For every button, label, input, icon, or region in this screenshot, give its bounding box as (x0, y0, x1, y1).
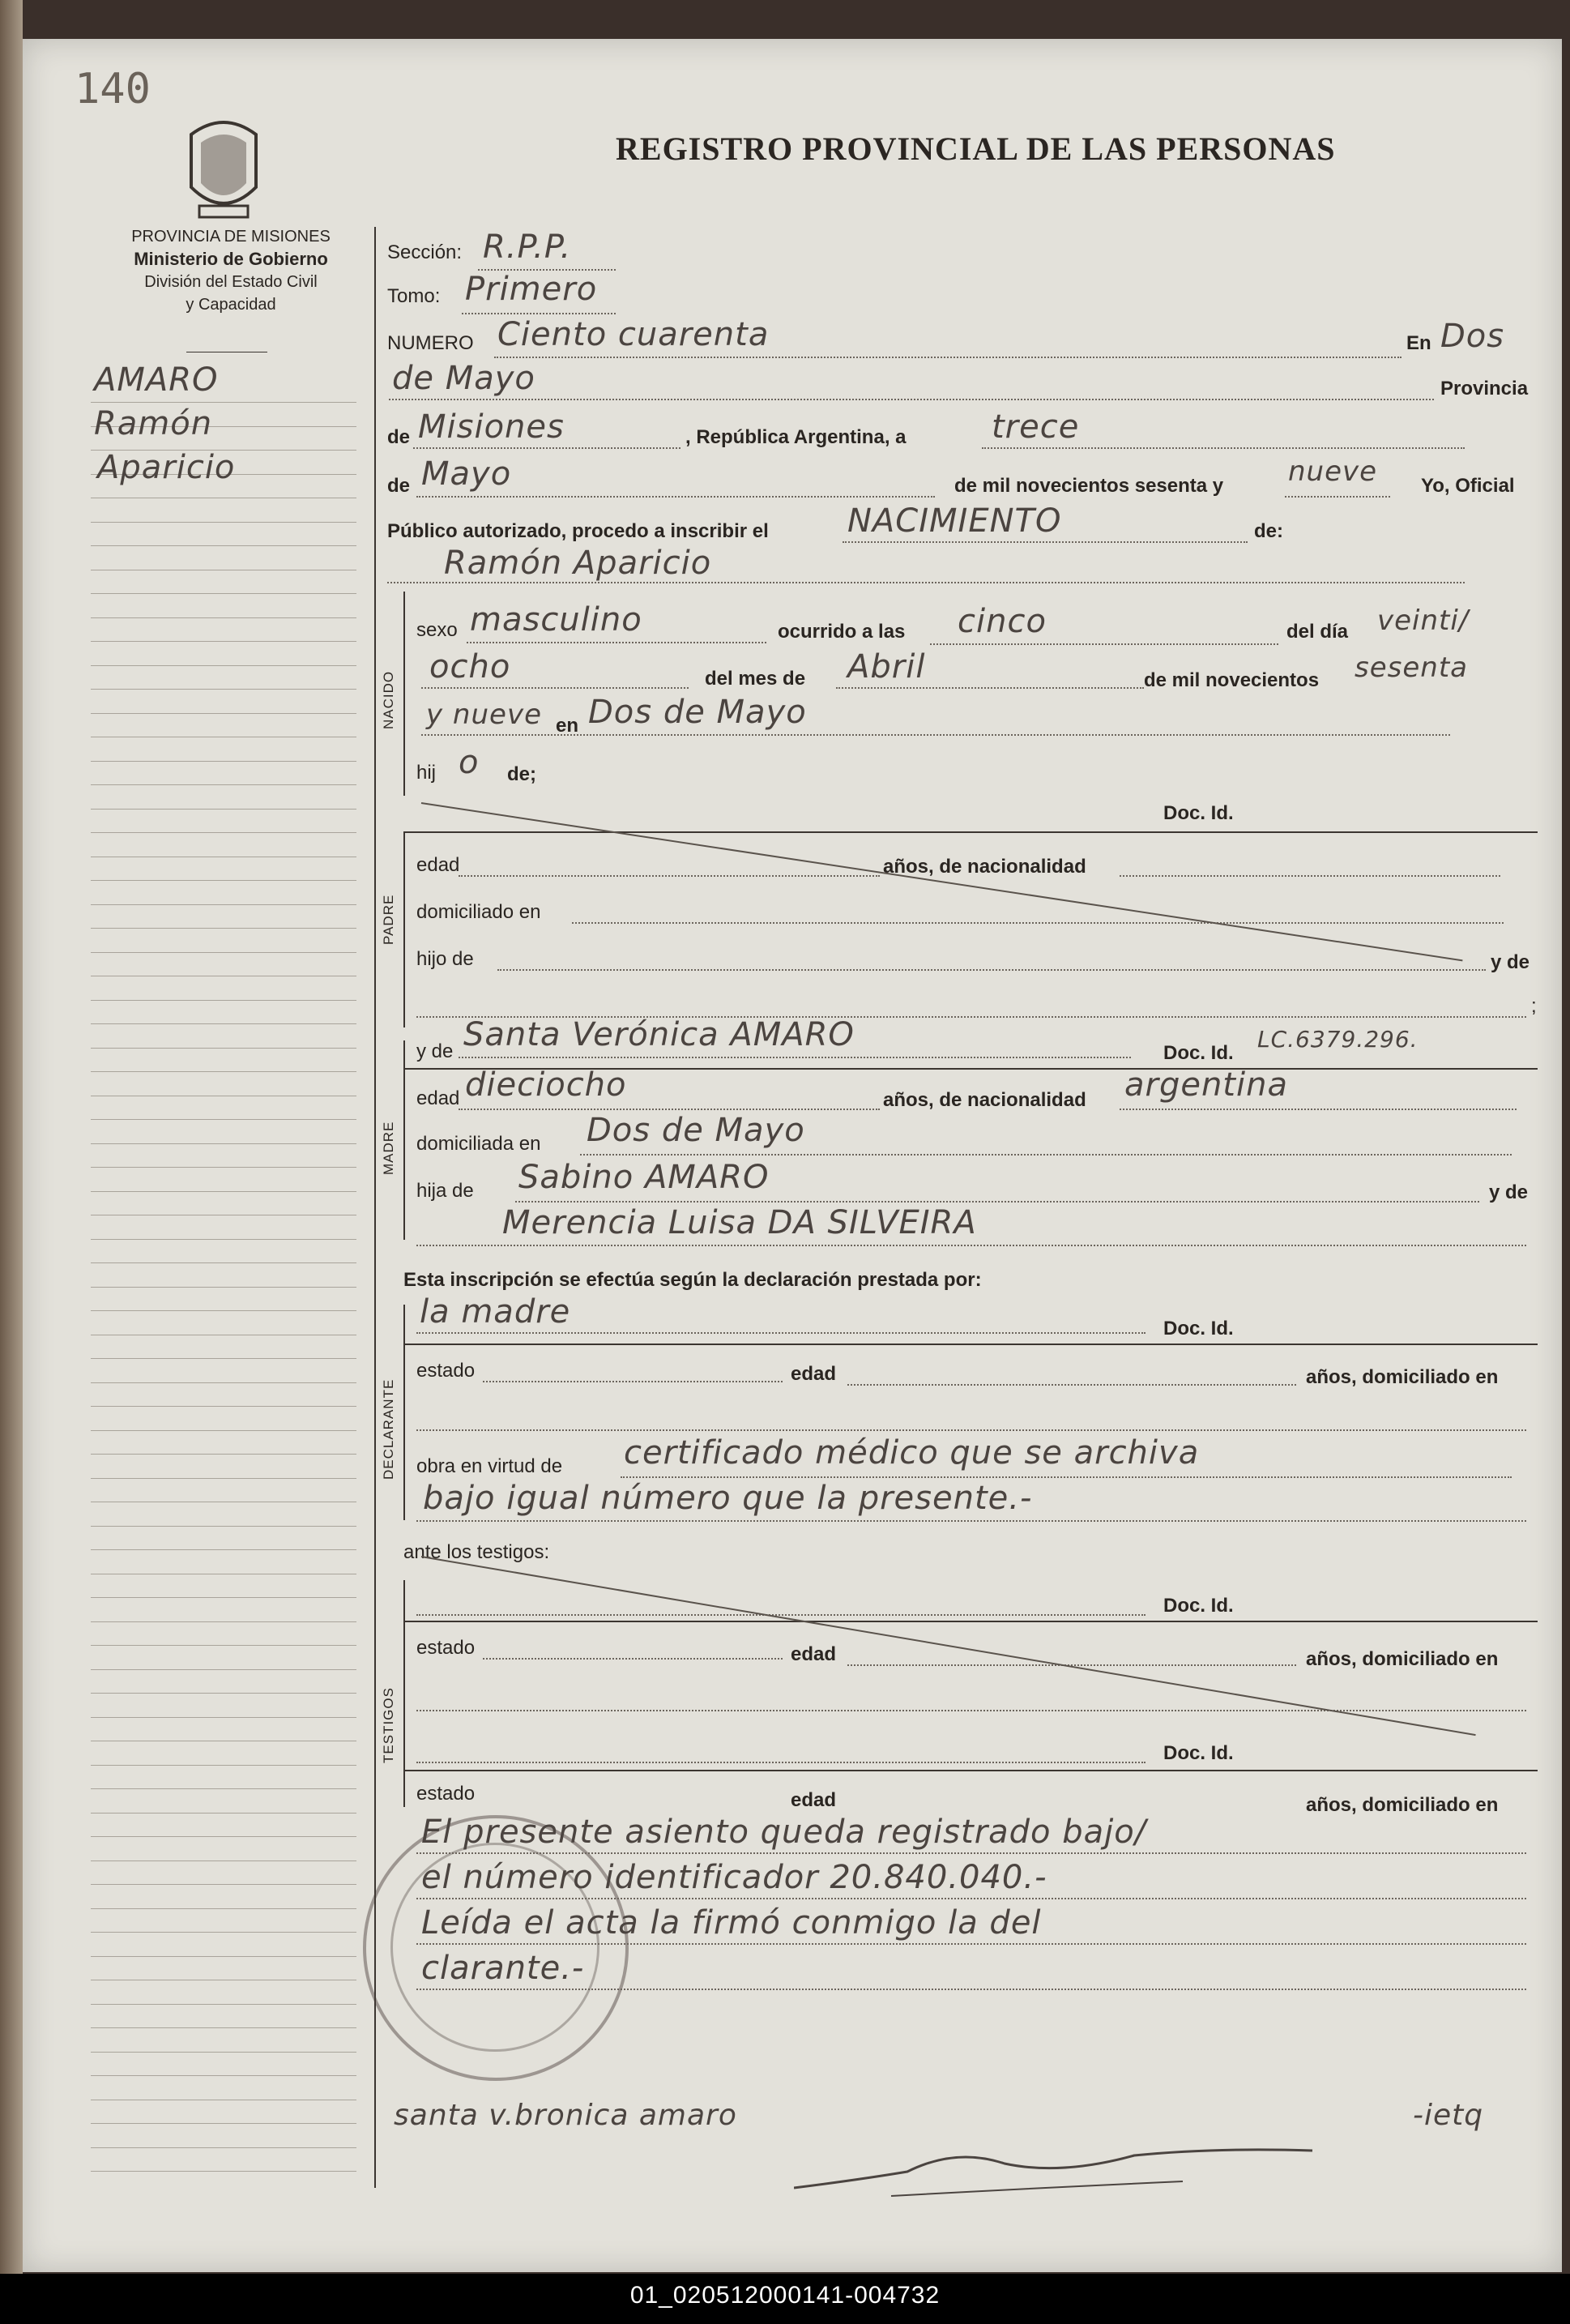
margin-rule-line (91, 1119, 356, 1120)
madre-border (403, 1040, 405, 1240)
testigo1-domicilio-line (416, 1710, 1526, 1711)
margin-rule-line (91, 1478, 356, 1479)
margin-rule-line (91, 832, 356, 833)
margin-given-name: Ramón (94, 405, 213, 442)
tomo-value: Primero (465, 271, 598, 308)
publico-label: Público autorizado, procedo a inscribir el (387, 520, 769, 542)
margin-rule-line (91, 641, 356, 642)
declarante-edad-label: edad (791, 1363, 837, 1385)
testigo1-nombre-line (416, 1614, 1146, 1616)
mil-label: de mil novecientos sesenta y (954, 475, 1224, 497)
nacido-border (403, 592, 405, 796)
obra-line-1 (621, 1476, 1512, 1478)
padre-edad-line (459, 875, 880, 877)
padre-border (403, 831, 405, 1027)
madre-nombre-value: Santa Verónica AMARO (463, 1016, 855, 1053)
madre-edad-label: edad (416, 1087, 460, 1109)
republica-label: , República Argentina, a (685, 426, 907, 448)
madre-nombre-line (459, 1057, 1131, 1058)
margin-rule-line (91, 1191, 356, 1192)
margin-rule-line (91, 1310, 356, 1311)
sexo-line (467, 642, 766, 643)
margin-rule-line (91, 1287, 356, 1288)
madre-padre-value: Sabino AMARO (518, 1159, 770, 1196)
testigo2-rule (403, 1770, 1538, 1771)
madre-edad-value: dieciocho (465, 1066, 627, 1104)
obra-value-2: bajo igual número que la presente.- (423, 1480, 1033, 1517)
madre-yde-label: y de (416, 1040, 454, 1062)
margin-rule-line (91, 1526, 356, 1527)
del-dia-label: del día (1286, 621, 1349, 643)
testigo1-estado-line (483, 1658, 783, 1660)
coat-of-arms-icon (175, 110, 272, 224)
anio-value: nueve (1288, 455, 1378, 488)
dia-value: trece (992, 408, 1080, 446)
hij-de-label: de; (507, 763, 536, 785)
dia-line-2 (421, 687, 689, 689)
margin-rule-line (91, 1167, 356, 1168)
numero-label: NUMERO (387, 332, 474, 354)
margin-rule-line (91, 1262, 356, 1263)
margin-second-name: Aparicio (97, 449, 236, 486)
nota-rule-1 (416, 1852, 1526, 1854)
padre-domicilio-label: domiciliado en (416, 901, 541, 923)
declarante-label: DECLARANTE (381, 1378, 396, 1480)
margin-rule-line (91, 1048, 356, 1049)
margin-rule-line (91, 1406, 356, 1407)
mes-value: Mayo (421, 455, 512, 493)
margin-rule-line (91, 1884, 356, 1885)
testigo1-estado-label: estado (416, 1637, 476, 1659)
madre-doc-label: Doc. Id. (1163, 1042, 1234, 1064)
dia-value-2: ocho (429, 648, 511, 686)
margin-rule-line (91, 1239, 356, 1240)
nacido-mil-label: de mil novecientos (1144, 669, 1320, 691)
nota-line-2: el número identificador 20.840.040.- (421, 1859, 1047, 1896)
madre-yde2-label: y de (1489, 1181, 1529, 1203)
declarante-domicilio-label: años, domiciliado en (1306, 1366, 1499, 1388)
margin-rule-line (91, 1454, 356, 1455)
margin-rule-line (91, 2147, 356, 2148)
declarante-domicilio-line (416, 1429, 1526, 1431)
padre-top-rule (403, 831, 1538, 833)
padre-doc-label: Doc. Id. (1163, 802, 1234, 824)
margin-surname: AMARO (94, 361, 219, 399)
province-name: PROVINCIA DE MISIONES (131, 228, 331, 246)
mes-line (416, 496, 935, 498)
margin-rule-line (91, 1956, 356, 1957)
lugar-line (421, 734, 1450, 736)
madre-edad-line (459, 1109, 880, 1110)
place-line (389, 399, 1434, 400)
nombre-value: Ramón Aparicio (444, 545, 712, 582)
margin-rule-line (91, 402, 356, 403)
padre-semicolon: ; (1531, 995, 1537, 1017)
testigo2-edad-label: edad (791, 1789, 837, 1811)
del-mes-label: del mes de (705, 668, 806, 690)
nota-rule-3 (416, 1943, 1526, 1945)
margin-rule-line (91, 1717, 356, 1718)
padre-nacionalidad-label: años, de nacionalidad (883, 856, 1086, 878)
nota-line-4: clarante.- (421, 1950, 585, 1987)
testigo2-domicilio-label: años, domiciliado en (1306, 1794, 1499, 1816)
padre-nacionalidad-line (1120, 875, 1500, 877)
margin-rule-line (91, 1621, 356, 1622)
provincia-label: Provincia (1440, 378, 1529, 399)
padre-label: PADRE (381, 894, 396, 945)
declarante-nombre-line (416, 1332, 1146, 1334)
ocurrido-label: ocurrido a las (778, 621, 906, 643)
margin-rule-line (91, 1693, 356, 1694)
declarante-estado-label: estado (416, 1360, 476, 1382)
madre-nacionalidad-label: años, de nacionalidad (883, 1089, 1086, 1111)
obra-value-1: certificado médico que se archiva (624, 1434, 1200, 1472)
dia-line (982, 447, 1465, 449)
testigo1-edad-label: edad (791, 1643, 837, 1665)
nacido-en-label: en (556, 715, 579, 737)
madre-domicilio-line (580, 1154, 1512, 1156)
en-label: En (1406, 332, 1431, 354)
madre-padre-line (515, 1201, 1479, 1203)
margin-rule-line (91, 522, 356, 523)
margin-rule-line (91, 1071, 356, 1072)
division-line-2: y Capacidad (186, 296, 276, 314)
margin-rule-line (91, 1836, 356, 1837)
margin-rule-line (91, 1430, 356, 1431)
provincia-value: Misiones (418, 408, 565, 446)
obra-line-2 (416, 1520, 1526, 1522)
margin-rule-line (91, 761, 356, 762)
padre-hijo-line (497, 969, 1486, 971)
padre-yde-label: y de (1491, 951, 1530, 973)
oficial-label: Yo, Oficial (1421, 475, 1515, 497)
testigos-label: TESTIGOS (381, 1687, 396, 1763)
testigos-border (403, 1580, 405, 1807)
anio-value-1: sesenta (1355, 651, 1468, 684)
de3-label: de: (1254, 520, 1283, 542)
margin-rule-line (91, 1549, 356, 1550)
margin-rule-line (91, 2075, 356, 2076)
margin-rule-line (91, 1382, 356, 1383)
margin-rule-line (91, 952, 356, 953)
en-value: Dos (1440, 318, 1505, 355)
margin-rule-line (91, 593, 356, 594)
division-line-1: División del Estado Civil (144, 273, 318, 291)
nota-rule-2 (416, 1898, 1526, 1899)
nombre-line (387, 582, 1465, 583)
declarante-nombre-value: la madre (420, 1293, 571, 1331)
registry-title: REGISTRO PROVINCIAL DE LAS PERSONAS (616, 130, 1336, 167)
place-value: de Mayo (392, 360, 535, 397)
margin-rule-line (91, 545, 356, 546)
hora-line (930, 643, 1278, 645)
folio-number: 140 (75, 65, 151, 113)
padre-edad-label: edad (416, 854, 460, 876)
madre-doc-value: LC.6379.296. (1257, 1026, 1419, 1053)
margin-rule-line (91, 1788, 356, 1789)
margin-rule-line (91, 1023, 356, 1024)
firma-declarante: santa v.bronica amaro (394, 2099, 737, 2132)
hij-label: hij (416, 762, 437, 784)
acto-line (843, 541, 1248, 543)
margin-rule-line (91, 1358, 356, 1359)
sexo-value: masculino (470, 601, 642, 639)
hora-value: cinco (958, 603, 1047, 640)
margin-rule-line (91, 928, 356, 929)
margin-rule-line (91, 689, 356, 690)
margin-rule-line (91, 1143, 356, 1144)
tomo-label: Tomo: (387, 285, 441, 307)
declarante-rule (403, 1344, 1538, 1345)
testigo1-doc-label: Doc. Id. (1163, 1595, 1234, 1617)
nota-line-3: Leída el acta la firmó conmigo la del (421, 1904, 1042, 1942)
image-code: 01_020512000141-004732 (629, 2282, 941, 2309)
declarante-estado-line (483, 1381, 783, 1382)
margin-rule-line (91, 1000, 356, 1001)
margin-rule-line (91, 1597, 356, 1598)
padre-hijo-label: hijo de (416, 948, 474, 970)
testigo1-rule (403, 1621, 1538, 1622)
declarante-intro: Esta inscripción se efectúa según la declaración prestada por: (403, 1269, 982, 1291)
firma-oficial: -ietq (1413, 2099, 1484, 2132)
numero-value: Ciento cuarenta (497, 316, 770, 353)
margin-rule-line (91, 2171, 356, 2172)
margin-rule-line (91, 1669, 356, 1670)
margin-rule-line (91, 2027, 356, 2028)
declarante-edad-line (847, 1384, 1296, 1386)
testigo2-doc-label: Doc. Id. (1163, 1742, 1234, 1764)
testigos-ante-label: ante los testigos: (403, 1541, 550, 1563)
madre-nacionalidad-value: argentina (1124, 1066, 1288, 1104)
margin-rule-line (91, 2004, 356, 2005)
madre-domicilio-value: Dos de Mayo (587, 1112, 805, 1149)
margin-rule-line (91, 1932, 356, 1933)
margin-rule-line (91, 2123, 356, 2124)
nacido-label: NACIDO (381, 670, 396, 729)
testigo2-estado-label: estado (416, 1783, 476, 1805)
declarante-border (403, 1305, 405, 1520)
madre-nacionalidad-line (1120, 1109, 1517, 1110)
anio-line (1285, 496, 1390, 498)
madre-hija-label: hija de (416, 1180, 474, 1202)
official-stamp (363, 1815, 629, 2081)
province-block (81, 225, 381, 316)
tomo-line (462, 313, 616, 314)
anio-value-2: y nueve (426, 698, 542, 731)
nacido-mes-value: Abril (847, 648, 926, 686)
oficial-signature-scribble (794, 2139, 1377, 2204)
provincia-line (413, 447, 680, 449)
margin-rule-line (91, 1645, 356, 1646)
margin-rule-line (91, 2052, 356, 2053)
dia-value-1: veinti/ (1377, 604, 1470, 637)
lugar-value: Dos de Mayo (588, 694, 807, 731)
sexo-label: sexo (416, 619, 458, 641)
nota-rule-4 (416, 1989, 1526, 1990)
madre-madre-value: Merencia Luisa DA SILVEIRA (502, 1204, 977, 1241)
margin-rule-line (91, 665, 356, 666)
margin-rule-line (91, 1908, 356, 1909)
hij-value: o (459, 744, 480, 781)
seccion-value: R.P.P. (483, 229, 572, 266)
margin-rule-line (91, 809, 356, 810)
madre-madre-line (416, 1245, 1526, 1246)
margin-rule-line (91, 713, 356, 714)
de-label: de (387, 426, 411, 448)
nacido-mes-line (836, 687, 1144, 689)
madre-domicilio-label: domiciliada en (416, 1133, 541, 1155)
declarante-doc-label: Doc. Id. (1163, 1318, 1234, 1339)
margin-rule-line (91, 1860, 356, 1861)
testigo1-domicilio-label: años, domiciliado en (1306, 1648, 1499, 1670)
de2-label: de (387, 475, 411, 497)
margin-rule-line (91, 904, 356, 905)
nota-line-1: El presente asiento queda registrado bajo/ (421, 1813, 1147, 1851)
seccion-label: Sección: (387, 241, 463, 263)
margin-rule-line (91, 784, 356, 785)
testigo2-nombre-line (416, 1762, 1146, 1763)
book-binding-edge (0, 0, 23, 2324)
padre-domicilio-line (572, 922, 1504, 924)
obra-label: obra en virtud de (416, 1455, 563, 1477)
madre-label: MADRE (381, 1121, 396, 1175)
margin-rule-line (91, 1765, 356, 1766)
ministry-name: Ministerio de Gobierno (134, 249, 328, 269)
margin-rule-line (91, 617, 356, 618)
numero-line (494, 357, 1401, 358)
acto-value: NACIMIENTO (847, 502, 1062, 540)
margin-rule-line (91, 880, 356, 881)
